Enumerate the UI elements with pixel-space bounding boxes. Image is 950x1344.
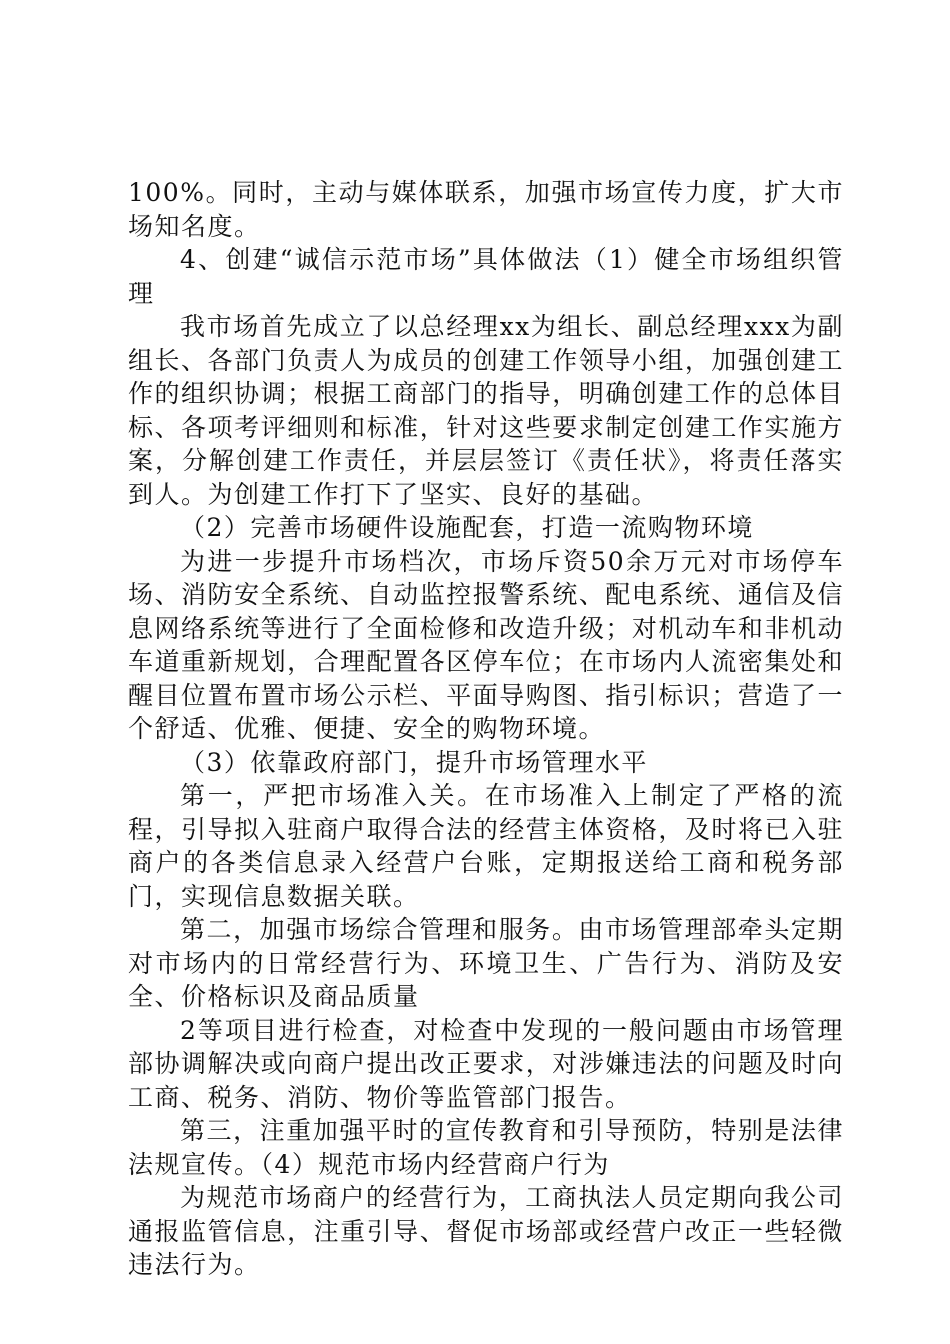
paragraph-5: 为进一步提升市场档次，市场斥资50余万元对市场停车场、消防安全系统、自动监控报警系统、配电系统、通信及信息网络系统等进行了全面检修和改造升级；对机动车和非机动车道重新规划，合理配置各区停车位；在市场内人流密集处和醒目位置布置市场公示栏、平面导购图、指引标识；营造了一个舒适、优雅、便捷、安全的购物环境。 bbox=[128, 546, 844, 743]
paragraph-10: 第三，注重加强平时的宣传教育和引导预防，特别是法律法规宣传。（4）规范市场内经营商户行为 bbox=[128, 1116, 844, 1179]
paragraph-9: 2等项目进行检查，对检查中发现的一般问题由市场管理部协调解决或向商户提出改正要求，对涉嫌违法的问题及时向工商、税务、消防、物价等监管部门报告。 bbox=[128, 1015, 844, 1112]
paragraph-11: 为规范市场商户的经营行为，工商执法人员定期向我公司通报监管信息，注重引导、督促市场部或经营户改正一些轻微违法行为。 bbox=[128, 1183, 844, 1279]
paragraph-3: 我市场首先成立了以总经理xx为组长、副总经理xxx为副组长、各部门负责人为成员的创建工作领导小组，加强创建工作的组织协调；根据工商部门的指导，明确创建工作的总体目标、各项考评细则和标准，针对这些要求制定创建工作实施方案，分解创建工作责任，并层层签订《责任状》，将责任落实到人。为创建工作打下了坚实、良好的基础。 bbox=[128, 312, 844, 509]
document-body bbox=[128, 176, 844, 1282]
paragraph-7: 第一，严把市场准入关。在市场准入上制定了严格的流程，引导拟入驻商户取得合法的经营主体资格，及时将已入驻商户的各类信息录入经营户台账，定期报送给工商和税务部门，实现信息数据关联。 bbox=[128, 781, 844, 911]
paragraph-4-subheading: （2）完善市场硬件设施配套，打造一流购物环境 bbox=[180, 513, 754, 542]
paragraph-8: 第二，加强市场综合管理和服务。由市场管理部牵头定期对市场内的日常经营行为、环境卫生、广告行为、消防及安全、价格标识及商品质量 bbox=[128, 915, 844, 1011]
paragraph-1: 100%。同时，主动与媒体联系，加强市场宣传力度，扩大市场知名度。 bbox=[128, 178, 844, 241]
paragraph-6-subheading: （3）依靠政府部门，提升市场管理水平 bbox=[180, 747, 648, 777]
paragraph-2-heading: 4、创建“诚信示范市场”具体做法（1）健全市场组织管理 bbox=[128, 245, 844, 308]
